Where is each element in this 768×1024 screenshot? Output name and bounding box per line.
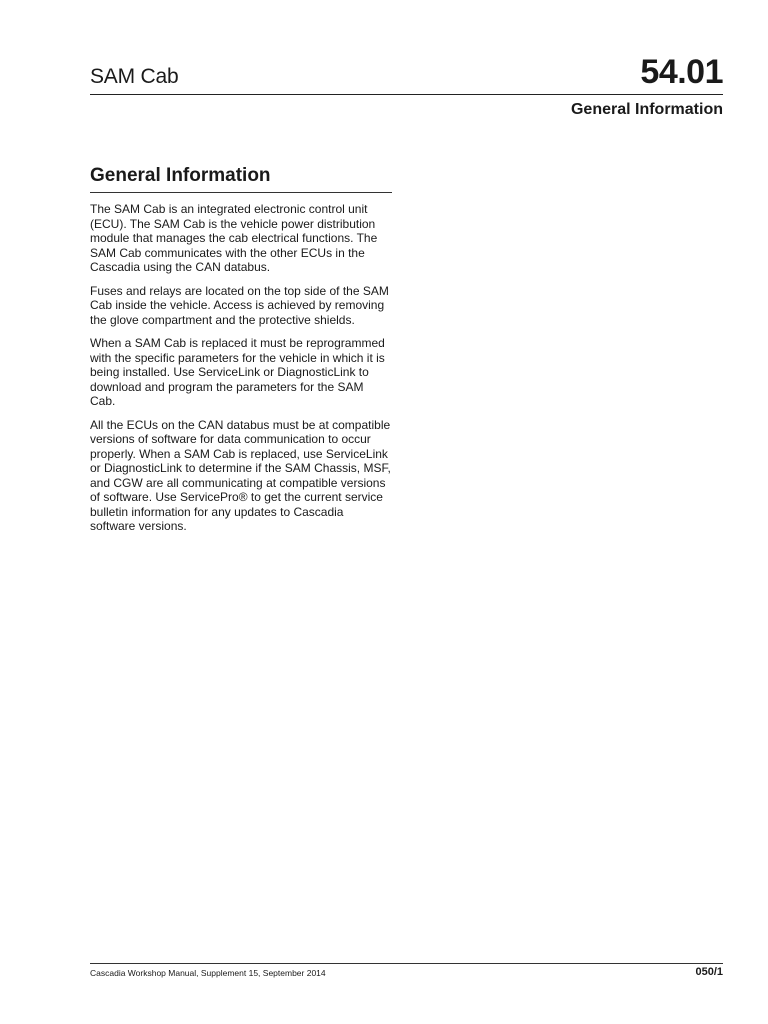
paragraph-2: Fuses and relays are located on the top side of the SAM Cab inside the vehicle. Access is achieved by removing the glove compartment and the protective shields. xyxy=(90,283,389,327)
footer-publication: Cascadia Workshop Manual, Supplement 15, September 2014 xyxy=(90,968,326,978)
page-number: 050/1 xyxy=(695,966,723,978)
page-header xyxy=(90,52,723,95)
paragraph-4: All the ECUs on the CAN databus must be at compatible versions of software for data communication to occur properly. When a SAM Cab is replaced, use ServiceLink or DiagnosticLink to determine if the SAM Chassis, MSF, and CGW are all communicating at compatible versions of software. Use ServicePro® to get the current service bulletin information for any updates to Cascadia software versions. xyxy=(90,417,391,533)
paragraph-1: The SAM Cab is an integrated electronic control unit (ECU). The SAM Cab is the vehicle power distribution module that manages the cab electrical functions. The SAM Cab communicates with the other ECUs in the Cascadia using the CAN databus. xyxy=(90,202,378,274)
header-title: SAM Cab xyxy=(90,65,179,88)
section-number: 54.01 xyxy=(640,53,723,91)
section-heading: General Information xyxy=(90,165,392,193)
header-subtitle: General Information xyxy=(570,101,723,118)
page-footer xyxy=(90,963,723,984)
paragraph-3: When a SAM Cab is replaced it must be reprogrammed with the specific parameters for the vehicle in which it is being installed. Use ServiceLink or DiagnosticLink to download and program the parameters for the SAM Cab. xyxy=(90,336,385,408)
content-column xyxy=(90,165,392,534)
